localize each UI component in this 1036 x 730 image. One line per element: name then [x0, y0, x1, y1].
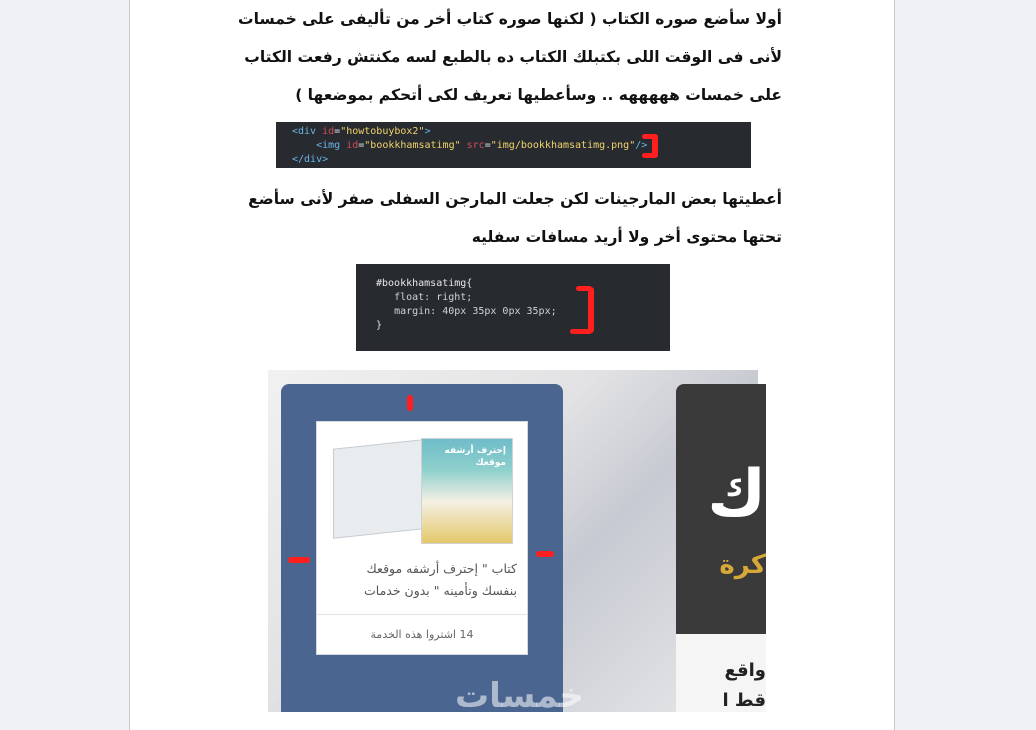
purchase-count: 14 اشتروا هذه الخدمة	[317, 614, 527, 655]
highlight-bracket	[642, 153, 656, 158]
margin-marker-left	[288, 557, 310, 563]
paragraph-intro	[222, 0, 782, 114]
highlight-bracket	[576, 286, 592, 291]
promo-text-line: قط ا	[722, 690, 766, 711]
promo-text-area	[676, 634, 766, 712]
watermark-logo: خمسات	[455, 676, 584, 716]
paragraph-margins	[222, 180, 782, 256]
highlight-bracket	[588, 287, 594, 333]
text-line: على خمسات هههههه .. وسأعطيها تعريف لكى أتحكم بموضعها )	[295, 86, 782, 104]
promo-gold-text: كرة	[719, 550, 766, 580]
code-line: </div>	[292, 154, 329, 165]
book-pages-image	[333, 439, 423, 538]
margin-marker-right	[536, 551, 554, 557]
service-card[interactable]	[316, 421, 528, 655]
service-card-frame	[281, 384, 563, 712]
code-line: <div id="howtobuybox2">	[292, 126, 431, 137]
document-page	[129, 0, 895, 730]
highlight-bracket	[642, 134, 656, 139]
highlight-bracket	[570, 329, 592, 334]
text-line: تحتها محتوى أخر ولا أريد مسافات سفليه	[471, 228, 782, 246]
service-title[interactable]: كتاب " إحترف أرشفه موقعك بنفسك وتأمينه " بدون خدمات	[364, 561, 517, 598]
text-line: لأنى فى الوقت اللى بكتبلك الكتاب ده بالطبع لسه مكنتش رفعت الكتاب	[244, 48, 782, 66]
background-promo-card	[676, 384, 766, 712]
css-code-snippet	[356, 264, 670, 351]
code-line: margin: 40px 35px 0px 35px;	[394, 306, 557, 317]
book-cover-image	[421, 438, 513, 544]
code-line: <img id="bookkhamsatimg" src="img/bookkhamsatimg.png"/>	[316, 140, 648, 151]
text-line: أعطيتها بعض المارجينات لكن جعلت المارجن السفلى صفر لأنى سأضع	[248, 190, 782, 208]
promo-text-line: واقع	[724, 660, 766, 681]
margin-marker-top	[407, 395, 413, 411]
website-screenshot	[268, 370, 766, 716]
text-line: أولا سأضع صوره الكتاب ( لكنها صوره كتاب أخر من تأليفى على خمسات	[238, 10, 782, 28]
html-code-snippet	[276, 122, 751, 168]
promo-glyph: ك	[707, 457, 766, 531]
code-line: }	[376, 320, 383, 331]
code-line: float: right;	[394, 292, 473, 303]
code-line: #bookkhamsatimg{	[376, 278, 473, 289]
book-cover-title: إحترف أرشفه موقعك	[444, 446, 506, 468]
